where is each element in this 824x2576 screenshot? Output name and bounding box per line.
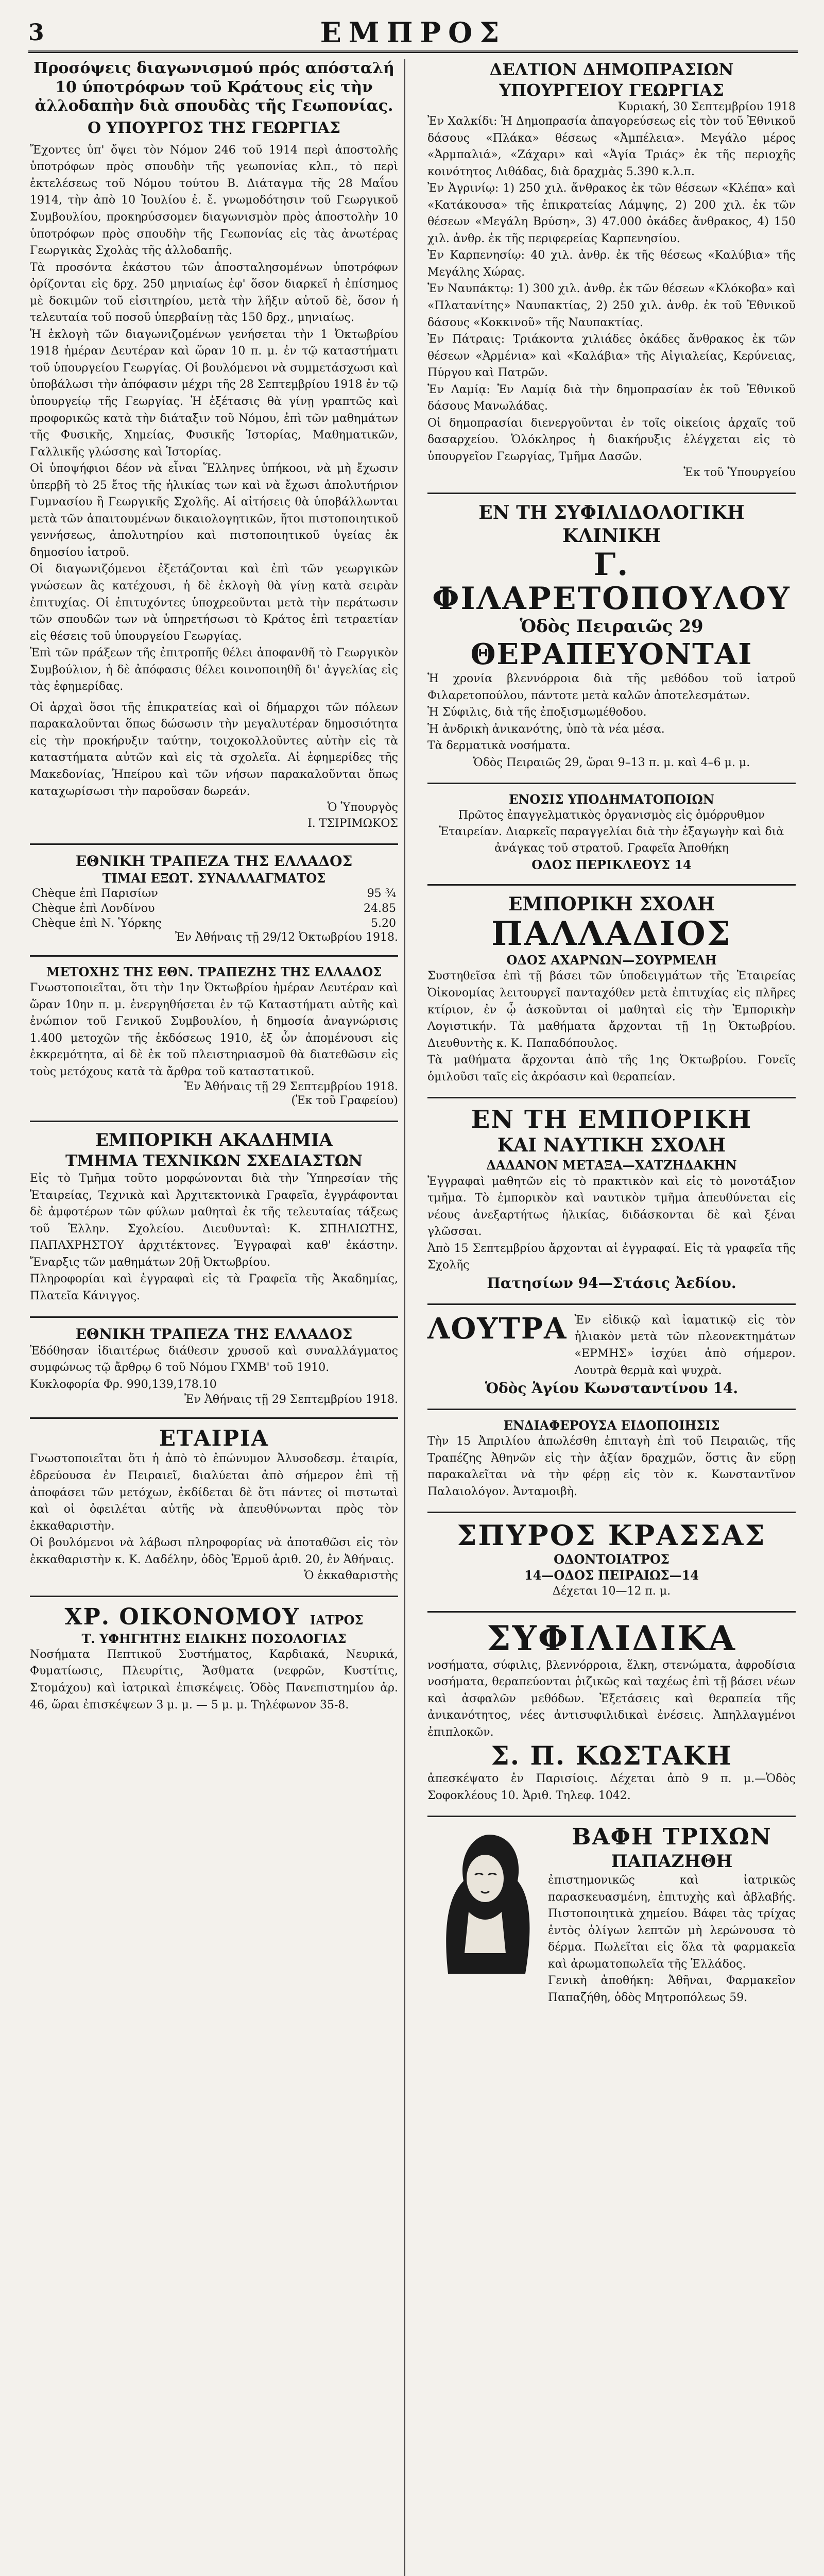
school-address: ΟΔΟΣ ΑΧΑΡΝΩΝ—ΣΟΥΡΜΕΛΗ [506, 953, 717, 968]
shoemakers-address: ΟΔΟΣ ΠΕΡΙΚΛΕΟΥΣ 14 [531, 857, 692, 872]
bulletin-dateline: Κυριακή, 30 Σεπτεμβρίου 1918 [617, 100, 796, 113]
company-notice [30, 1426, 398, 1584]
shoemakers-ad [427, 791, 796, 873]
school-ad [427, 893, 796, 1086]
doctor-title: ΙΑΤΡΟΣ [310, 1613, 364, 1628]
clinic-address: Ὁδὸς Πειραιῶς 29 [520, 616, 703, 637]
naval-line-1: ΕΝ ΤΗ ΕΜΠΟΡΙΚΗ [471, 1105, 752, 1134]
bulletin-heading: ΔΕΛΤΙΟΝ ΔΗΜΟΠΡΑΣΙΩΝ ΥΠΟΥΡΓΕΙΟΥ ΓΕΩΡΓΙΑΣ [489, 60, 734, 100]
rate-value: 5.20 [371, 917, 396, 930]
divider [427, 493, 796, 494]
naval-school-ad [427, 1106, 796, 1292]
company-body: Γνωστοποιεῖται ὅτι ἡ ἀπὸ τὸ ἐπώνυμον Ἀλυσοδεσμ. ἑταιρία, ἐδρεύουσα ἐν Πειραιεῖ, διαλύεται ἀπὸ σήμερον ἐπὶ τῇ ἀποφάσει τῶν μετόχων, ἐκδίδεται δὲ ὅτι πάντες οἱ πιστωταὶ καὶ οἱ ὀφειλέται αὐτῆς νὰ ἀπευθύνωνται πρὸς τὸν ἐκκαθαριστὴν. Οἱ βουλόμενοι νὰ λάβωσι πληροφορίας νὰ ἀποταθῶσι εἰς τὸν ἐκκαθαριστὴν κ. Κ. Δαδέλην, ὁδὸς Ἑρμοῦ ἀριθ. 20, ἐν Ἀθήναις. [30, 1452, 398, 1566]
stock-heading: ΜΕΤΟΧΗΣ ΤΗΣ ΕΘΝ. ΤΡΑΠΕΖΗΣ ΤΗΣ ΕΛΛΑΔΟΣ [46, 964, 382, 979]
company-signature: Ὁ ἐκκαθαριστὴς [304, 1569, 398, 1583]
syphilis-ad [427, 1620, 796, 1804]
divider [427, 783, 796, 784]
shoemakers-body: Πρῶτος ἐπαγγελματικὸς ὀργανισμὸς εἰς ὁμόρρυθμον Ἑταιρείαν. Διαρκεῖς παραγγελίαι διὰ τὴν ἐξαγωγὴν καὶ διὰ ἀνάγκας τοῦ στρατοῦ. Γραφεῖα Ἀποθήκη [439, 808, 784, 855]
rate-value: 95 ¾ [367, 887, 396, 900]
stock-source: (Ἐκ τοῦ Γραφείου) [291, 1094, 398, 1108]
bulletin-body: Ἐν Χαλκίδι: Ἡ Δημοπρασία ἀπαγορεύσεως εἰς τὸν τοῦ Ἐθνικοῦ δάσους «Πλάκα» θέσεως «Ἀμπέλεια». Μεγάλο μέρος «Ἀρμπαλιά», «Ζάχαρι» καὶ «Ἀγία Τριάς» ἐκ τῆς περιοχῆς κοινότητος Λιθάδας, διὰ δραχμὰς 5.390 κ.λ.π. Ἐν Ἀγρινίῳ: 1) 250 χιλ. ἄνθρακος ἐκ τῶν θέσεων «Κλέπα» καὶ «Κατάκουσα» τῆς ἐπικρατείας Λάμψης, 2) 200 χιλ. ἐκ τῶν θέσεων «Μεγάλη Βρύση», 3) 47.000 ὀκάδες ἄνθρακος, 4) 150 χιλ. ἀνθρ. ἐκ τῆς περιφερείας Καρπενησίου. Ἐν Καρπενησίῳ: 40 χιλ. ἀνθρ. ἐκ τῆς θέσεως «Καλύβια» τῆς Μεγάλης Χώρας. Ἐν Ναυπάκτῳ: 1) 300 χιλ. ἀνθρ. ἐκ τῶν θέσεων «Κλόκοβα» καὶ «Πλατανίτης» Ναυπακτίας, 2) 250 χιλ. ἀνθρ. ἐκ τοῦ Ἐθνικοῦ δάσους «Κοκκινοῦ» τῆς Ναυπακτίας. Ἐν Πάτραις: Τριάκοντα χιλιάδες ὀκάδες ἄνθρακος ἐκ τῶν θέσεων «Ἀρμένια» καὶ «Καλάβια» τῆς Αἰγιαλείας, Κερύνειας, Πύργου καὶ Πατρῶν. Ἐν Λαμίᾳ: Ἐν Λαμίᾳ διὰ τὴν δημοπρασίαν ἐκ τοῦ Ἐθνικοῦ δάσους Μανωλάδας. Οἱ δημοπρασίαι διενεργοῦνται ἐν τοῖς οἰκείοις ἀρχαῖς τοῦ δασαρχείου. Ὁλόκληρος ἡ διακήρυξις ἐλέγχεται εἰς τὸ ὑπουργεῖον Γεωργίας, Τμῆμα Δασῶν. [427, 115, 796, 463]
rate-label: Chèque ἐπὶ Παρισίων [32, 887, 158, 900]
article-body: Ἔχοντες ὑπ' ὄψει τὸν Νόμον 246 τοῦ 1914 περὶ ἀποστολῆς ὑποτρόφων πρὸς σπουδὴν τῆς γεωπονίας κλπ., τὸ περὶ ἐκτελέσεως τοῦ Νόμου τούτου Β. Διάταγμα τῆς 28 Μαΐου 1914, τὴν ἀπὸ 10 Ἰουλίου ἐ. ἔ. γνωμοδότησιν τοῦ Γεωργικοῦ Συμβουλίου, προκηρύσσομεν διαγωνισμὸν πρὸς ἀποστολὴν 10 ὑποτρόφων πρὸς σπουδὴν τῆς Γεωπονίας εἰς τὰς ἀνωτέρας Γεωργικὰς Σχολὰς τῆς ἀλλοδαπῆς. Τὰ προσόντα ἑκάστου τῶν ἀποσταλησομένων ὑποτρόφων ὀρίζονται εἰς δρχ. 250 μηνιαίως ἐφ' ὅσον διαρκεῖ ἡ ἐπίσημος μὲ δοκιμῶν τοῦ εἰσιτηρίου, μετὰ τὴν λῆξιν αὐτοῦ δὲ, ὅσον ἡ τελευταία τοῦ ποσοῦ ὑπερβαίνῃ τὰς 150 δρχ., μηνιαίως. Ἡ ἐκλογὴ τῶν διαγωνιζομένων γενήσεται τὴν 1 Ὀκτωβρίου 1918 ἡμέραν Δευτέραν καὶ ὥραν 10 π. μ. ἐν τῷ καταστήματι τοῦ ὑπουργείου Γεωργίας. Οἱ βουλόμενοι νὰ συμμετάσχωσι καὶ ὑποβάλωσι τὴν ἀπόφασιν μέχρι τῆς 28 Σεπτεμβρίου 1918 ἐν τῷ ὑπουργείῳ τῆς Γεωργίας. Ἡ ἐξέτασις θὰ γίνῃ γραπτῶς καὶ προφορικῶς κατὰ τὴν διάταξιν τοῦ Νόμου, ἐπὶ τῶν μαθημάτων τῆς Φυσικῆς, Χημείας, Φυσικῆς Ἱστορίας, Μαθηματικῶν, Γαλλικῆς γλώσσης καὶ Ἱστορίας. Οἱ ὑποψήφιοι δέον νὰ εἶναι Ἕλληνες ὑπήκοοι, νὰ μὴ ἔχωσιν ὑπερβῆ τὸ 25 ἔτος τῆς ἡλικίας των καὶ νὰ ἔχωσι ἀπολυτήριον Γυμνασίου ἢ Γεωργικῆς Σχολῆς. Αἱ αἰτήσεις θὰ ὑποβάλλωνται μετὰ τῶν ἀπαιτουμένων δικαιολογητικῶν, ἤτοι πιστοποιητικοῦ γεννήσεως, ἀπολυτηρίου καὶ πιστοποιητικοῦ ὑγείας ἐκ δημοσίου ἰατροῦ. Οἱ διαγωνιζόμενοι ἐξετάζονται καὶ ἐπὶ τῶν γεωργικῶν γνώσεων ἃς κατέχουσι, ἡ δὲ ἐκλογὴ θὰ γίνῃ κατὰ σειρὰν ἐπιτυχίας. Οἱ ἐπιτυχόντες ὑποχρεοῦνται μετὰ τὴν περάτωσιν τῶν σπουδῶν των νὰ ὑπηρετήσωσι τὸ Κράτος ἐπὶ τετραετίαν εἰς θέσεις τοῦ ὑπουργείου Γεωργίας. Ἐπὶ τῶν πράξεων τῆς ἐπιτροπῆς θέλει ἀποφανθῆ τὸ Γεωργικὸν Συμβούλιον, ἡ δὲ ἀπόφασις θέλει κοινοποιηθῆ δι' ἀγγελίας εἰς τὰς ἐφημερίδας. [30, 143, 398, 693]
divider [30, 1596, 398, 1597]
rate-label: Chèque ἐπὶ Λονδίνου [32, 902, 155, 915]
syphilis-doctor: Σ. Π. ΚΩΣΤΑΚΗ [491, 1740, 732, 1771]
syphilis-heading: ΣΥΦΙΛΙΔΙΚΑ [487, 1618, 736, 1659]
clinic-hours: Ὁδὸς Πειραιῶς 29, ὥραι 9–13 π. μ. καὶ 4–6 μ. μ. [473, 756, 750, 769]
naval-line-2: ΚΑΙ ΝΑΥΤΙΚΗ ΣΧΟΛΗ [497, 1134, 726, 1157]
doctor-subtitle: Τ. ΥΦΗΓΗΤΗΣ ΕΙΔΙΚΗΣ ΠΟΣΟΛΟΓΙΑΣ [81, 1631, 347, 1646]
dentist-name: ΣΠΥΡΟΣ ΚΡΑΣΣΑΣ [457, 1519, 766, 1552]
divider [30, 955, 398, 957]
ministry-article [30, 59, 398, 832]
hair-dye-brand: ΠΑΠΑΖΗΘΗ [611, 1851, 733, 1872]
bank-date: Ἐν Ἀθήναις τῇ 29 Σεπτεμβρίου 1918. [184, 1393, 398, 1406]
rate-label: Chèque ἐπὶ Ν. Ὑόρκης [32, 917, 162, 930]
divider [427, 1611, 796, 1613]
left-column [30, 59, 398, 1725]
divider [427, 1512, 796, 1513]
baths-body: Ἐν εἰδικῷ καὶ ἰαματικῷ εἰς τὸν ἡλιακὸν μετὰ τῶν πλεονεκτημάτων «ΕΡΜΗΣ» ἰσχύει ἀπὸ σήμερον. Λουτρὰ θερμὰ καὶ ψυχρὰ. [574, 1313, 796, 1377]
dentist-ad [427, 1520, 796, 1600]
notice-body: Τὴν 15 Ἀπριλίου ἀπωλέσθη ἐπιταγὴ ἐπὶ τοῦ Πειραιῶς, τῆς Τραπέζης Ἀθηνῶν εἰς τὴν ἀξίαν δραχμῶν, ὅστις ἂν εὕρῃ παρακαλεῖται νὰ τὴν φέρῃ εἰς τὸν κ. Κωνσταντῖνον Παλαιολόγον. Ἀνταμοιβὴ. [427, 1435, 796, 1498]
syphilis-doctor-line: ἀπεσκέψατο ἐν Παρισίοις. Δέχεται ἀπὸ 9 π. μ.—Ὁδὸς Σοφοκλέους 10. Ἀριθ. Τηλεφ. 1042. [427, 1772, 796, 1802]
baths-heading: ΛΟΥΤΡΑ [427, 1311, 568, 1346]
doctor-ad [30, 1604, 398, 1714]
table-row [30, 886, 398, 901]
divider [30, 1121, 398, 1122]
naval-address: Πατησίων 94—Στάσις Ἀεδίου. [487, 1274, 736, 1292]
table-row [30, 901, 398, 916]
hair-dye-heading: ΒΑΦΗ ΤΡΙΧΩΝ [572, 1824, 772, 1851]
clinic-ad [427, 501, 796, 771]
masthead [28, 14, 798, 53]
bank-heading: ΕΘΝΙΚΗ ΤΡΑΠΕΖΑ ΤΗΣ ΕΛΛΑΔΟΣ [75, 1325, 353, 1343]
page-number: 3 [28, 19, 44, 46]
right-column [427, 59, 796, 2018]
divider [30, 1417, 398, 1419]
exchange-subheading: ΤΙΜΑΙ ΕΞΩΤ. ΣΥΝΑΛΛΑΓΜΑΤΟΣ [102, 870, 326, 886]
paper-title: ΕΜΠΡΟΣ [320, 16, 507, 49]
hair-dye-body: ἐπιστημονικῶς καὶ ἰατρικῶς παρασκευασμένη, ἐπιτυχὴς καὶ ἀβλαβής. Πιστοποιητικὰ χημείου. Βάφει τὰς τρίχας ἐντὸς ὀλίγων λεπτῶν μὴ λερώνουσα τὸ δέρμα. Πωλεῖται εἰς ὅλα τὰ φαρμακεῖα καὶ ἀρωματοπωλεῖα τῆς Ἑλλάδος. Γενικὴ ἀποθήκη: Ἀθῆναι, Φαρμακεῖον Παπαζήθη, ὁδὸς Μητροπόλεως 59. [548, 1874, 796, 2004]
academy-heading: ΕΜΠΟΡΙΚΗ ΑΚΑΔΗΜΙΑ [95, 1130, 333, 1151]
article-headline: Προσόψεις διαγωνισμού πρός απόσταλή 10 ύποτρόφων τοῦ Κράτους εἰς τὴν ἀλλοδαπὴν διὰ σπουδὰς τῆς Γεωπονίας. [33, 59, 394, 115]
academy-body: Εἰς τὸ Τμῆμα τοῦτο μορφώνονται διὰ τὴν Ὑπηρεσίαν τῆς Ἑταιρείας, Τεχνικὰ καὶ Ἀρχιτεκτονικὰ Γραφεῖα, ἐγγράφονται δὲ ἀμφοτέρων τῶν φύλων μαθηταὶ ἐκ τῆς τελευταίας τάξεως τοῦ Ἑλλην. Σχολείου. Διευθυνταὶ: Κ. ΣΠΗΛΙΩΤΗΣ, ΠΑΠΑΧΡΗΣΤΟΥ ἀρχιτέκτονες. Ἐγγραφαὶ καθ' ἑκάστην. Ἔναρξις τῶν μαθημάτων 20ῇ Ὀκτωβρίου. Πληροφορίαι καὶ ἐγγραφαὶ εἰς τὰ Γραφεῖα τῆς Ἀκαδημίας, Πλατεῖα Κάνιγγος. [30, 1172, 398, 1302]
baths-address: Ὁδὸς Ἁγίου Κωνσταντίνου 14. [485, 1380, 739, 1397]
divider [427, 1097, 796, 1098]
divider [427, 1303, 796, 1305]
article-body-2: Οἱ ἀρχαὶ ὅσοι τῆς ἐπικρατείας καὶ οἱ δήμαρχοι τῶν πόλεων παρακαλοῦνται ὅπως δώσωσιν τὴν μεγαλυτέραν δημοσιότητα εἰς τὴν προκήρυξιν ταύτην, τοιχοκολλοῦντες αὐτὴν εἰς τὰ καταστήματα αὐτῶν καὶ εἰς τὰ σχολεῖα. Αἱ ἐφημερίδες τῆς Μακεδονίας, Ἠπείρου καὶ τῶν νήσων παρακαλοῦνται ὅπως καταχωρίσωσι τὴν παροῦσαν δωρεάν. [30, 701, 398, 798]
school-body: Συστηθεῖσα ἐπὶ τῇ βάσει τῶν ὑποδειγμάτων τῆς Ἑταιρείας Ὀἰκονομίας λειτουργεῖ πανταχόθεν μετὰ ἐπιτυχίας εἰς πλῆρες κτίριον, ἐν ᾧ ἀσκοῦνται οἱ μαθηταὶ εἰς τὴν Ἐμπορικὴν Λογιστικήν. Τὰ μαθήματα ἄρχονται τῇ 1ῃ Ὀκτωβρίου. Διευθυντὴς κ. Κ. Παπαδόπουλος. Τὰ μαθήματα ἄρχονται ἀπὸ τῆς 1ης Ὀκτωβρίου. Γονεῖς ὁμιλοῦσι ταῖς εἰς ἀκρόασιν καὶ θεραπείαν. [427, 970, 796, 1083]
article-subhead: Ο ΥΠΟΥΡΓΟΣ ΤΗΣ ΓΕΩΡΓΙΑΣ [87, 118, 341, 137]
clinic-heading: ΘΕΡΑΠΕΥΟΝΤΑΙ [470, 637, 753, 671]
school-heading: ΕΜΠΟΡΙΚΗ ΣΧΟΛΗ [508, 893, 715, 915]
clinic-doctor: Γ. ΦΙΛΑΡΕΤΟΠΟΥΛΟΥ [432, 547, 791, 617]
dentist-address: 14—ΟΔΟΣ ΠΕΙΡΑΙΩΣ—14 [524, 1568, 699, 1583]
doctor-name: ΧΡ. ΟΙΚΟΝΟΜΟΥ [64, 1604, 300, 1631]
notice-heading: ΕΝΔΙΑΦΕΡΟΥΣΑ ΕΙΔΟΠΟΙΗΣΙΣ [503, 1418, 720, 1433]
rate-value: 24.85 [364, 902, 396, 915]
bank-body: Ἐδόθησαν ἰδιαιτέρως διάθεσιν χρυσοῦ καὶ συναλλάγματος συμφώνως τῷ ἄρθρῳ 6 τοῦ Νόμου ΓΧΜΒ' τοῦ 1910. Κυκλοφορία Φρ. 990,139,178.10 [30, 1344, 398, 1391]
woman-portrait-icon [427, 1824, 541, 1979]
divider [427, 1409, 796, 1410]
naval-body: Ἐγγραφαὶ μαθητῶν εἰς τὸ πρακτικὸν καὶ εἰς τὸ μονοτάξιον τμῆμα. Τὸ ἐμπορικὸν καὶ ναυτικὸν τμῆμα ἀπευθύνεται εἰς νέους ἀνεξαρτήτως ἡλικίας, διδάσκονται δὲ καὶ ξέναι γλῶσσαι. Ἀπὸ 15 Σεπτεμβρίου ἄρχονται αἱ ἐγγραφαί. Εἰς τὰ γραφεῖα τῆς Σχολῆς [427, 1175, 796, 1272]
stock-notice [30, 964, 398, 1109]
exchange-date: Ἐν Ἀθήναις τῇ 29/12 Ὀκτωβρίου 1918. [175, 930, 398, 944]
divider [30, 1316, 398, 1318]
hair-dye-ad [427, 1824, 796, 2006]
company-heading: ΕΤΑΙΡΙΑ [159, 1426, 269, 1451]
article-signature: Ὁ Ὑπουργὸς Ι. ΤΣΙΡΙΜΩΚΟΣ [307, 801, 398, 830]
dentist-title: ΟΔΟΝΤΟΙΑΤΡΟΣ [554, 1551, 670, 1567]
academy-ad [30, 1129, 398, 1304]
exchange-table [30, 886, 398, 931]
bulletin-signature: Ἐκ τοῦ Ὑπουργείου [683, 466, 796, 480]
syphilis-body: νοσήματα, σύφιλις, βλεννόρροια, ἕλκη, στενώματα, ἀφροδίσια νοσήματα, θεραπεύονται ῥιζικῶς καὶ ταχέως ἐπὶ τῇ βάσει νέων καὶ ἀσφαλῶν μεθόδων. Ἐξετάσεις καὶ θεραπεία τῆς ἀνικανότητος, νέες ἀντισυφιλιδικαὶ ἐνέσεις. Ἀπηλλαγμένοι ἐπιπλοκῶν. [427, 1658, 796, 1739]
naval-line-3: ΔΑΔΑΝΟΝ ΜΕΤΑΞΑ—ΧΑΤΖΗΔΑΚΗΝ [486, 1158, 737, 1173]
exchange-rates [30, 852, 398, 944]
academy-subheading: ΤΜΗΜΑ ΤΕΧΝΙΚΩΝ ΣΧΕΔΙΑΣΤΩΝ [65, 1151, 363, 1170]
bank-notice [30, 1325, 398, 1406]
stock-body: Γνωστοποιεῖται, ὅτι τὴν 1ην Ὀκτωβρίου ἡμέραν Δευτέραν καὶ ὥραν 10ην π. μ. ἐνεργηθήσεται ἐν τῷ Καταστήματι αὐτῆς καὶ ἐνώπιον τοῦ Γενικοῦ Συμβουλίου, ἡ δημοσία ἀναγνώρισις 1.400 μετοχῶν τῆς ἐκδόσεως 1910, ἐξ ὧν ἀπομένουσι εἰς ἐκκρεμότητα, αἱ δὲ ἐκ τοῦ πλειστηριασμοῦ θὰ διατεθῶσιν εἰς τοὺς μετόχους κατὰ τὰ ἄρθρα τοῦ καταστατικοῦ. [30, 981, 398, 1078]
divider [427, 884, 796, 886]
dentist-hours: Δέχεται 10—12 π. μ. [552, 1585, 671, 1598]
doctor-body: Νοσήματα Πεπτικοῦ Συστήματος, Καρδιακά, Νευρικά, Φυματίωσις, Πλευρίτις, Ἄσθματα (νεφρῶν, Κυστίτις, Στομάχου) καὶ ἰατρικαὶ ἐπισκέψεις. Ὁδὸς Πανεπιστημίου ἀρ. 46, ὥραι ἐπισκέψεων 3 μ. μ. — 5 μ. μ. Τηλέφωνον 35-8. [30, 1648, 398, 1711]
column-divider [404, 59, 405, 2576]
stock-date: Ἐν Ἀθήναις τῇ 29 Σεπτεμβρίου 1918. [184, 1080, 398, 1094]
baths-ad [427, 1312, 796, 1397]
divider [427, 1816, 796, 1817]
clinic-body: Ἡ χρονία βλεννόρροια διὰ τῆς μεθόδου τοῦ ἰατροῦ Φιλαρετοπούλου, πάντοτε μετὰ καλῶν ἀποτελεσμάτων. Ἡ Σύφιλις, διὰ τῆς ἐποξισμωμέθοδου. Ἡ ἀνδρικὴ ἀνικανότης, ὑπὸ τὰ νέα μέσα. Τὰ δερματικὰ νοσήματα. [427, 672, 796, 753]
auction-bulletin [427, 59, 796, 481]
shoemakers-heading: ΕΝΟΣΙΣ ΥΠΟΔΗΜΑΤΟΠΟΙΩΝ [509, 791, 714, 807]
divider [30, 843, 398, 845]
school-name: ΠΑΛΛΑΔΙΟΣ [491, 914, 732, 953]
exchange-heading: ΕΘΝΙΚΗ ΤΡΑΠΕΖΑ ΤΗΣ ΕΛΛΑΔΟΣ [75, 852, 353, 870]
table-row [30, 916, 398, 931]
notice-ad [427, 1417, 796, 1500]
clinic-line: ΕΝ ΤΗ ΣΥΦΙΛΙΔΟΛΟΓΙΚΗ ΚΛΙΝΙΚΗ [478, 502, 745, 547]
